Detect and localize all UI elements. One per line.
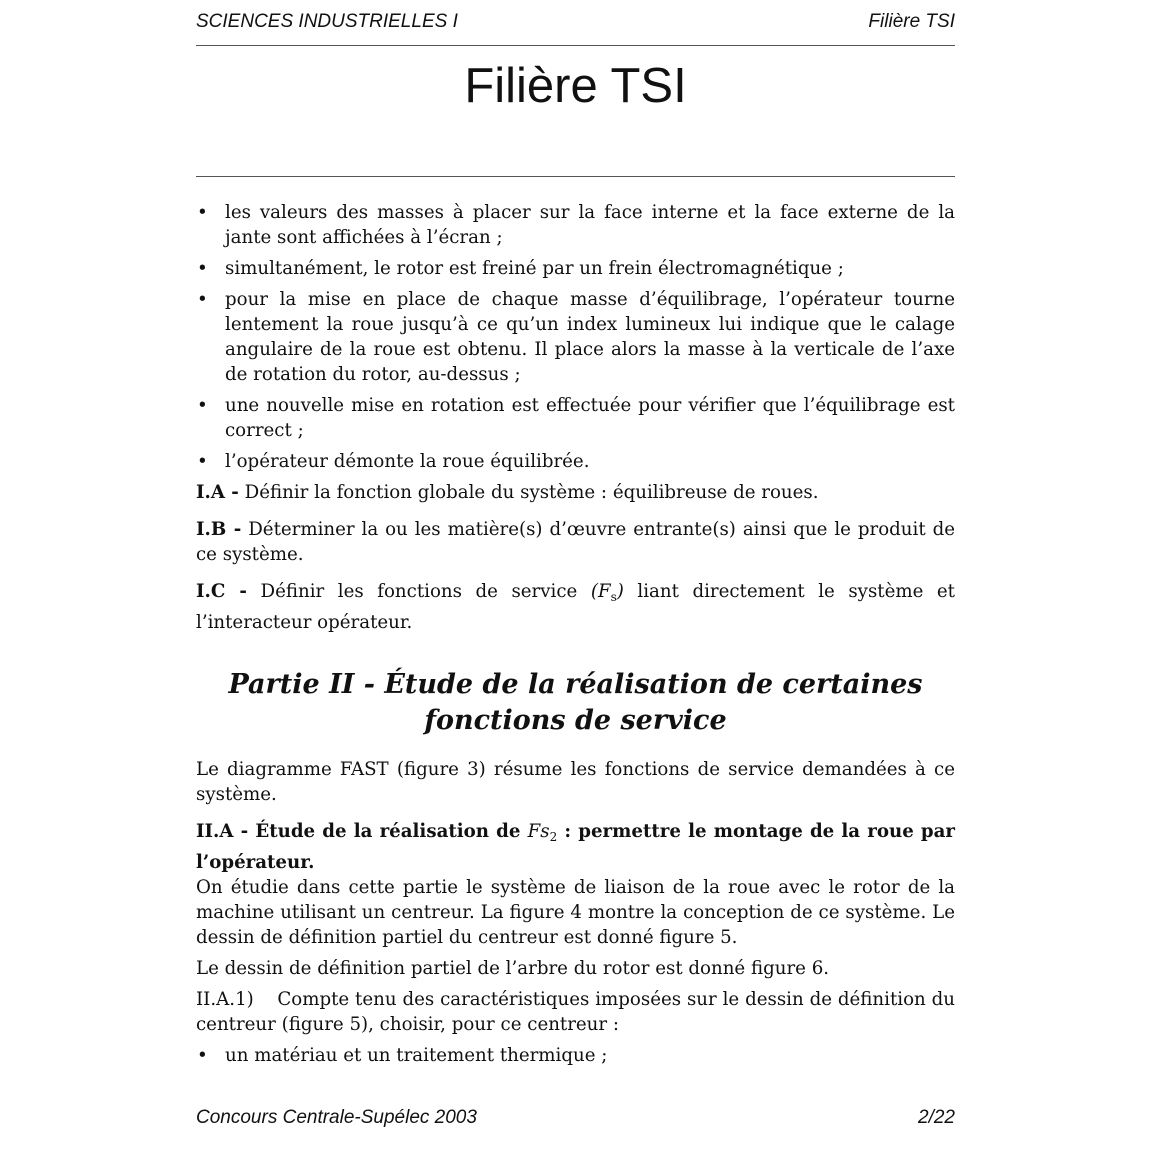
question-iia1 — [196, 987, 955, 1037]
page-title: Filière TSI — [464, 59, 687, 113]
list-item: • une nouvelle mise en rotation est effectuée pour vérifier que l’équilibrage est correct ; — [196, 393, 955, 443]
section-text: On étudie dans cette partie le système de liaison de la roue avec le rotor de la machine utilisant un centreur. La figure 4 montre la conception de ce système. Le dessin de définition partiel du centreur est donné figure 5. — [196, 877, 955, 948]
list-item: • l’opérateur démonte la roue équilibrée. — [196, 449, 955, 474]
paragraph: Le dessin de définition partiel de l’arbre du rotor est donné figure 6. — [196, 958, 830, 979]
header-rule — [196, 45, 955, 46]
body-text — [196, 200, 955, 1074]
requirement-list — [196, 1043, 955, 1068]
question-label: I.C - — [196, 581, 247, 602]
part-intro: Le diagramme FAST (figure 3) résume les fonctions de service demandées à ce système. — [196, 759, 955, 805]
procedure-list — [196, 200, 955, 474]
question-ia — [196, 480, 955, 505]
question-label: II.A.1) — [196, 989, 254, 1010]
question-text-end: liant directement le système et l’interacteur opérateur. — [196, 581, 955, 633]
section-title: II.A - Étude de la réalisation de $Fs_2$ : permettre le montage de la roue par l’opérateur. — [196, 821, 956, 873]
document-page — [196, 0, 955, 1152]
math-fs2: $Fs_2$ — [527, 821, 558, 844]
list-item: • simultanément, le rotor est freiné par un frein électromagnétique ; — [196, 256, 955, 281]
question-label: I.B - — [196, 519, 242, 540]
page-number: 2/22 — [918, 1107, 955, 1128]
header-right: Filière TSI — [868, 11, 955, 32]
list-item: • pour la mise en place de chaque masse d’équilibrage, l’opérateur tourne lentement la roue jusqu’à ce qu’un index lumineux lui indique que le calage angulaire de la roue est obtenu. Il place alors la masse à la verticale de l’axe de rotation du rotor, au-dessus ; — [196, 287, 955, 387]
section-iia — [196, 819, 955, 950]
question-ib — [196, 517, 955, 567]
part-title: Partie II - Étude de la réalisation de certaines fonctions de service — [228, 669, 923, 736]
title-rule — [196, 176, 955, 177]
question-text: Définir la fonction globale du système : équilibreuse de roues. — [244, 482, 819, 503]
question-text: Définir les fonctions de service — [260, 581, 591, 602]
question-text: Déterminer la ou les matière(s) d’œuvre entrante(s) ainsi que le produit de ce système. — [196, 519, 955, 565]
footer-left: Concours Centrale-Supélec 2003 — [196, 1107, 477, 1128]
header-left: SCIENCES INDUSTRIELLES I — [196, 11, 458, 32]
question-ic — [196, 579, 955, 635]
page-footer — [196, 1107, 955, 1129]
question-label: I.A - — [196, 482, 239, 503]
question-text: Compte tenu des caractéristiques imposées sur le dessin de définition du centreur (figure 5), choisir, pour ce centreur : — [196, 989, 955, 1035]
list-item: • les valeurs des masses à placer sur la face interne et la face externe de la jante sont affichées à l’écran ; — [196, 200, 955, 250]
math-fs: $(F_s)$ — [590, 581, 624, 604]
running-header — [196, 11, 955, 33]
list-item: • un matériau et un traitement thermique ; — [196, 1043, 955, 1068]
